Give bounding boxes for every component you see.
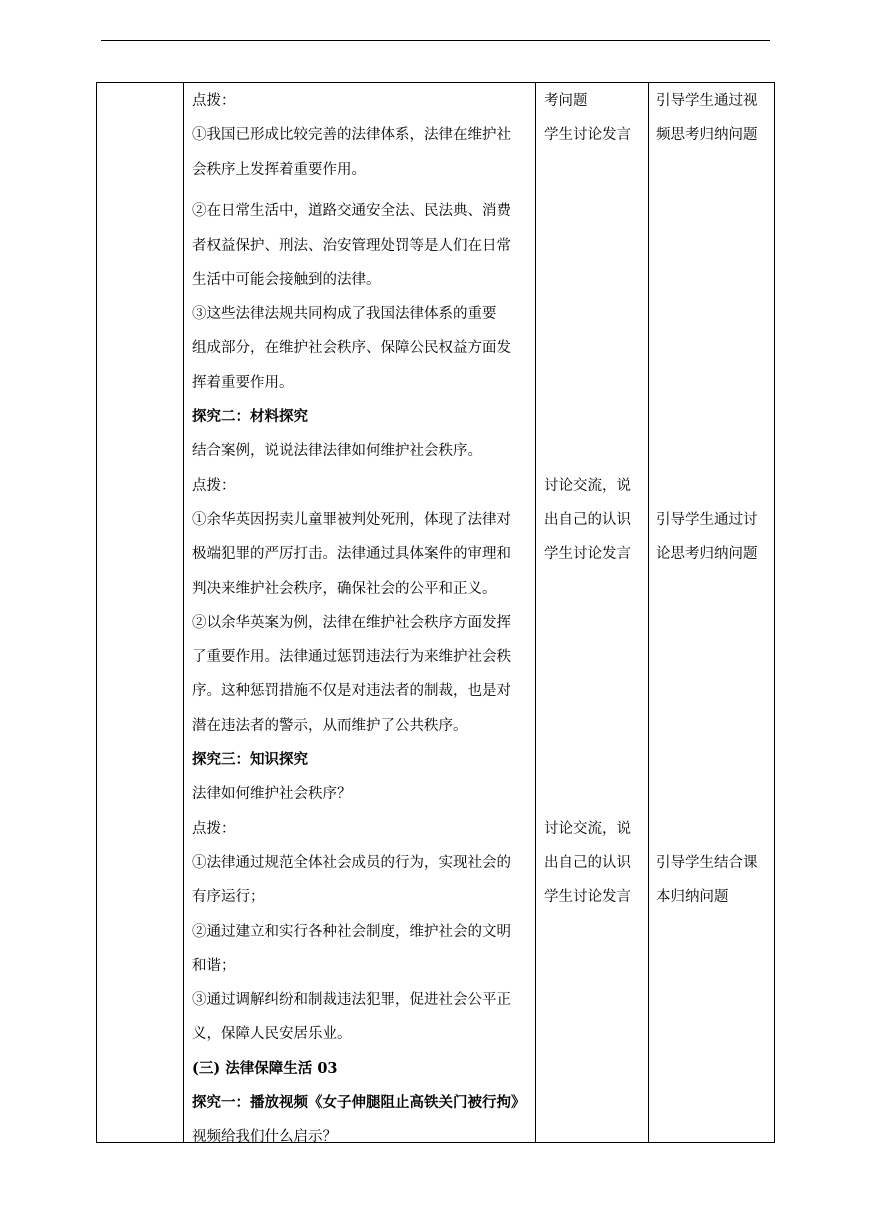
student-activity-line: 出自己的认识 — [544, 854, 631, 871]
design-intent-line: 引导学生通过讨 — [656, 511, 758, 528]
content-line: ①我国已形成比较完善的法律体系，法律在维护社 — [192, 127, 511, 144]
student-activity-line: 出自己的认识 — [544, 511, 631, 528]
content-line: 者权益保护、刑法、治安管理处罚等是人们在日常 — [192, 237, 511, 254]
content-line: 点拨： — [192, 820, 236, 837]
column-divider-2 — [535, 83, 536, 1142]
content-line: 义，保障人民安居乐业。 — [192, 1026, 352, 1043]
content-line: 潜在违法者的警示，从而维护了公共秩序。 — [192, 717, 468, 734]
content-line: ②通过建立和实行各种社会制度，维护社会的文明 — [192, 923, 511, 940]
header-rule — [101, 40, 770, 41]
content-line: 点拨： — [192, 477, 236, 494]
content-line: 法律如何维护社会秩序？ — [192, 786, 352, 803]
student-activity-line: 考问题 — [544, 93, 588, 109]
content-line: 组成部分，在维护社会秩序、保障公民权益方面发 — [192, 340, 511, 357]
student-activity-line: 讨论交流，说 — [544, 477, 631, 494]
content-line: 序。这种惩罚措施不仅是对违法者的制裁，也是对 — [192, 683, 511, 700]
content-line: 判决来维护社会秩序，确保社会的公平和正义。 — [192, 580, 497, 597]
content-line: 有序运行； — [192, 889, 265, 906]
content-line: ①余华英因拐卖儿童罪被判处死刑，体现了法律对 — [192, 511, 511, 528]
content-line: ②以余华英案为例，法律在维护社会秩序方面发挥 — [192, 614, 511, 631]
content-line: 和谐； — [192, 957, 236, 974]
student-activity-line: 学生讨论发言 — [544, 127, 631, 144]
section-heading: (三) 法律保障生活 03 — [192, 1059, 338, 1077]
content-line: 挥着重要作用。 — [192, 374, 294, 391]
content-line: 了重要作用。法律通过惩罚违法行为来维护社会秩 — [192, 649, 511, 666]
content-line: 结合案例，说说法律法律如何维护社会秩序。 — [192, 443, 482, 460]
section-heading: 探究一：播放视频《女子伸腿阻止高铁关门被行拘》 — [192, 1094, 526, 1111]
content-line: 生活中可能会接触到的法律。 — [192, 271, 381, 288]
student-activity-line: 讨论交流，说 — [544, 820, 631, 837]
column-divider-3 — [648, 83, 649, 1142]
design-intent-line: 论思考归纳问题 — [656, 546, 758, 563]
design-intent-line: 引导学生通过视 — [656, 93, 758, 109]
section-heading: 探究二：材料探究 — [192, 408, 308, 425]
design-intent-line: 引导学生结合课 — [656, 854, 758, 871]
content-line: 极端犯罪的严厉打击。法律通过具体案件的审理和 — [192, 546, 511, 563]
content-line: 点拨： — [192, 93, 236, 109]
student-activity-line: 学生讨论发言 — [544, 889, 631, 906]
design-intent-line: 本归纳问题 — [656, 889, 729, 906]
content-line: ③这些法律法规共同构成了我国法律体系的重要 — [192, 306, 497, 323]
lesson-plan-table — [96, 82, 775, 1146]
content-line: ③通过调解纠纷和制裁违法犯罪，促进社会公平正 — [192, 992, 511, 1009]
content-line: ②在日常生活中，道路交通安全法、民法典、消费 — [192, 203, 511, 220]
content-line: 视频给我们什么启示？ — [192, 1129, 337, 1146]
student-activity-line: 学生讨论发言 — [544, 546, 631, 563]
design-intent-line: 频思考归纳问题 — [656, 127, 758, 144]
content-line: 会秩序上发挥着重要作用。 — [192, 161, 366, 178]
section-heading: 探究三：知识探究 — [192, 751, 308, 768]
column-divider-1 — [183, 83, 184, 1142]
content-line: ①法律通过规范全体社会成员的行为，实现社会的 — [192, 854, 511, 871]
